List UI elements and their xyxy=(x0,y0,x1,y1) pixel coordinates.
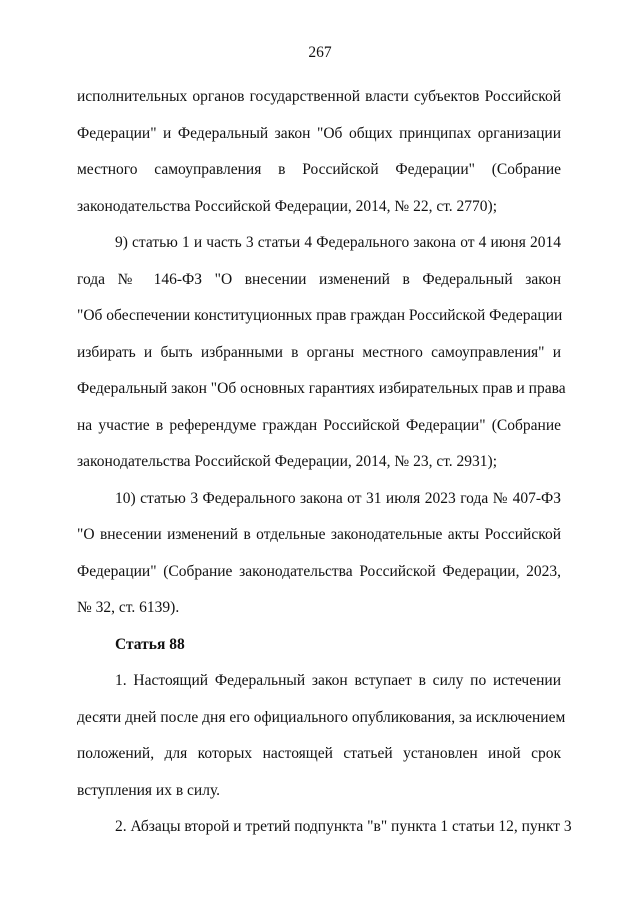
article-heading xyxy=(77,627,561,664)
paragraph-clause-1 xyxy=(77,663,566,809)
text-line: законодательства Российской Федерации, 2014, № 23, ст. 2931); xyxy=(77,453,498,470)
text-line: 2. Абзацы второй и третий подпункта "в" пункта 1 статьи 12, пункт 3 xyxy=(115,818,572,835)
paragraph-continuation xyxy=(77,79,561,225)
paragraph-clause-2 xyxy=(77,809,572,846)
text-line: на участие в референдуме граждан Российской Федерации" (Собрание xyxy=(77,416,561,434)
text-line: № 32, ст. 6139). xyxy=(77,599,180,616)
paragraph-item-10 xyxy=(77,481,561,627)
document-body xyxy=(77,79,572,846)
text-line: 1. Настоящий Федеральный закон вступает в силу по истечении xyxy=(115,672,561,689)
page-number: 267 xyxy=(308,44,332,61)
text-line: "О внесении изменений в отдельные законодательные акты Российской xyxy=(77,526,561,543)
text-line: 10) статью 3 Федерального закона от 31 июля 2023 года № 407-ФЗ xyxy=(115,489,561,507)
text-line: законодательства Российской Федерации, 2014, № 22, ст. 2770); xyxy=(77,197,498,215)
text-line: положений, для которых настоящей статьей установлен иной срок xyxy=(77,745,561,762)
paragraph-item-9 xyxy=(77,225,566,481)
text-line: исполнительных органов государственной власти субъектов Российской xyxy=(77,88,561,105)
text-line: Федерации" (Собрание законодательства Российской Федерации, 2023, xyxy=(77,562,561,580)
article-title: Статья 88 xyxy=(115,635,185,653)
text-line: местного самоуправления в Российской Федерации" (Собрание xyxy=(77,161,561,178)
text-line: Федерации" и Федеральный закон "Об общих принципах организации xyxy=(77,124,561,142)
text-line: 9) статью 1 и часть 3 статьи 4 Федерального закона от 4 июня 2014 xyxy=(115,234,561,251)
text-line: Федеральный закон "Об основных гарантиях избирательных прав и права xyxy=(77,380,566,397)
text-line: "Об обеспечении конституционных прав граждан Российской Федерации xyxy=(77,307,563,324)
text-line: вступления их в силу. xyxy=(77,781,221,799)
text-line: года № 146-ФЗ "О внесении изменений в Федеральный закон xyxy=(77,270,561,288)
text-line: избирать и быть избранными в органы местного самоуправления" и xyxy=(77,343,561,361)
text-line: десяти дней после дня его официального опубликования, за исключением xyxy=(77,708,566,726)
